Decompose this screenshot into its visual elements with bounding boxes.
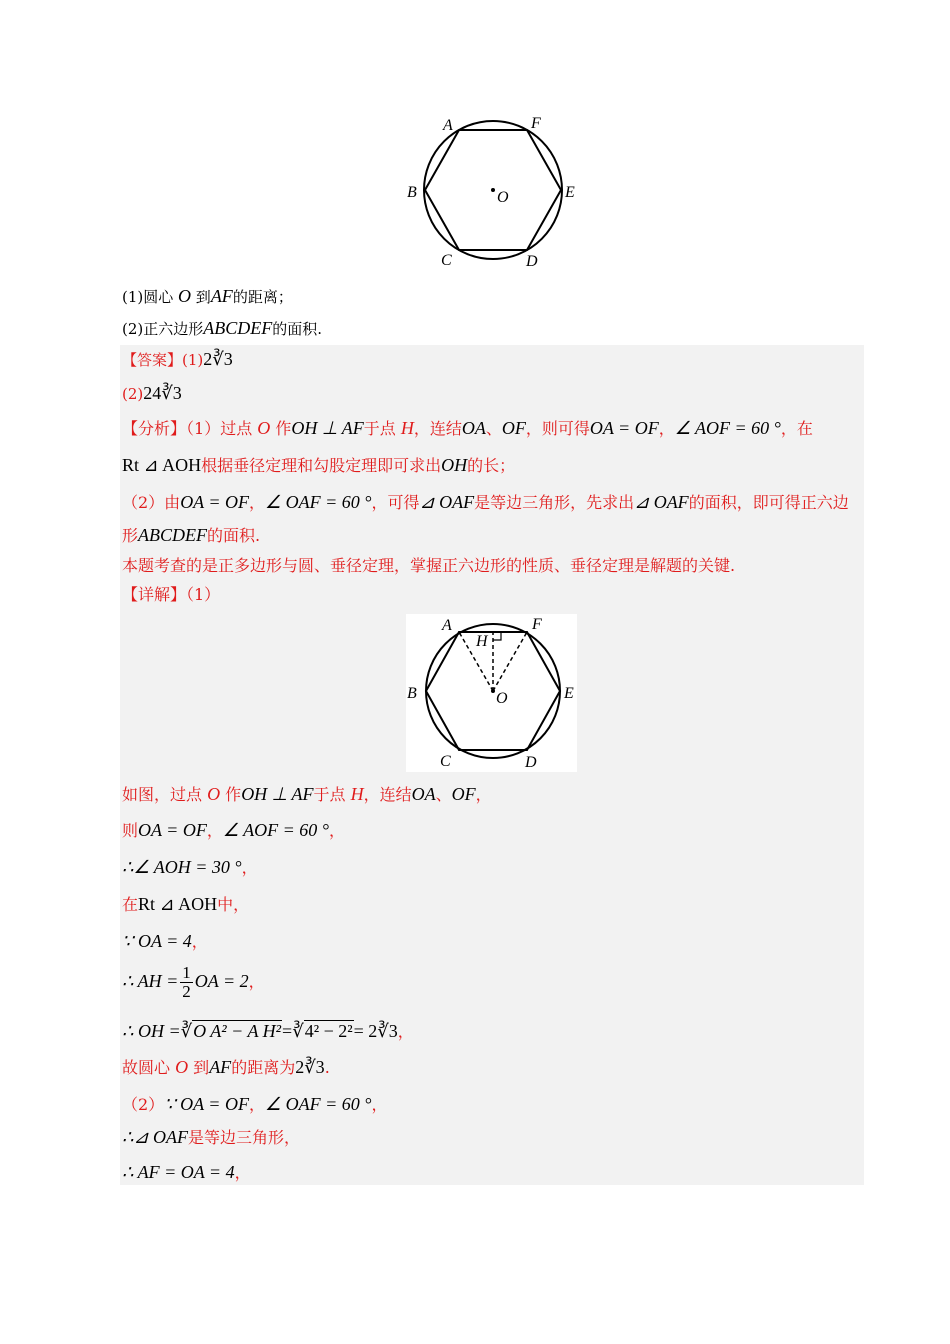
dashed-OF (493, 632, 527, 691)
detail-step-10: ∴⊿ OAF是等边三角形， (122, 1127, 301, 1147)
label-F: F (531, 115, 541, 132)
answer-line-1: 【答案】(1)2∛3 (122, 349, 233, 369)
hexagon-figure-2 (406, 614, 577, 772)
detail-heading: 【详解】（1） (122, 585, 221, 604)
detail-step-9: （2）∵ OA = OF，∠ OAF = 60 °， (122, 1094, 388, 1114)
answer-line-2: (2)24∛3 (122, 383, 182, 403)
hexagon-figure-1 (400, 108, 585, 273)
center-dot (491, 188, 495, 192)
label-A: A (442, 617, 452, 634)
right-angle-mark (493, 632, 501, 640)
detail-step-4: 在Rt ⊿ AOH中， (122, 894, 250, 914)
label-D: D (525, 754, 537, 771)
label-A: A (443, 117, 453, 134)
detail-step-1: 如图，过点 O 作OH ⊥ AF于点 H，连结OA、OF， (122, 784, 492, 804)
detail-step-3: ∴∠ AOH = 30 °， (122, 857, 258, 877)
detail-step-11: ∴ AF = OA = 4， (122, 1162, 251, 1182)
label-E: E (565, 184, 575, 201)
label-O: O (496, 690, 508, 707)
label-O: O (497, 189, 509, 206)
analysis-line-4: 形ABCDEF的面积. (122, 525, 261, 545)
question-2: (2)正六边形ABCDEF的面积. (122, 318, 323, 338)
analysis-line-2: Rt ⊿ AOH根据垂径定理和勾股定理即可求出OH的长； (122, 455, 516, 475)
center-dot (491, 689, 495, 693)
detail-step-8: 故圆心 O 到AF的距离为2∛3. (122, 1057, 330, 1077)
label-C: C (440, 753, 451, 770)
label-H: H (476, 633, 488, 650)
label-B: B (407, 184, 417, 201)
analysis-summary: 本题考查的是正多边形与圆、垂径定理，掌握正六边形的性质、垂径定理是解题的关键. (122, 556, 736, 575)
label-D: D (526, 253, 538, 270)
detail-step-6: ∴ AH = $\frac{1}{2}$ OA = 2， (122, 963, 265, 1001)
label-B: B (407, 685, 417, 702)
detail-step-5: ∵ OA = 4， (122, 931, 208, 951)
detail-step-7: ∴ OH =∛O A² − A H²=∛4² − 2²= 2∛3， (122, 1021, 414, 1041)
fraction-one-half: $\frac{1}{2}$ (182, 963, 191, 1001)
label-E: E (564, 685, 574, 702)
label-C: C (441, 252, 452, 269)
analysis-line-3: （2）由OA = OF，∠ OAF = 60 °，可得⊿ OAF是等边三角形，先求出⊿ OAF的面积，即可得正六边 (122, 492, 849, 512)
question-1: (1)圆心 O 到AF的距离； (122, 286, 293, 306)
analysis-line-1: 【分析】（1）过点 O 作OH ⊥ AF于点 H，连结OA、OF，则可得OA = OF，∠ AOF = 60 °，在 (122, 418, 813, 438)
detail-step-2: 则OA = OF，∠ AOF = 60 °， (122, 820, 346, 840)
label-F: F (532, 616, 542, 633)
